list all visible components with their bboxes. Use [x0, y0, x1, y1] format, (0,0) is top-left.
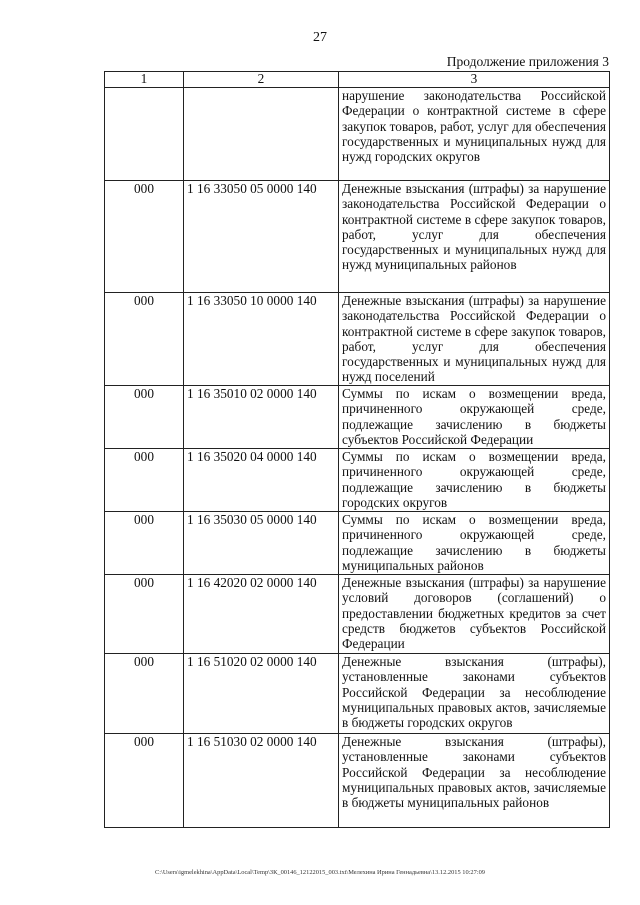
table-row [105, 512, 610, 575]
budget-code-cell: 1 16 51020 02 0000 140 [184, 654, 339, 734]
admin-code-cell: 000 [105, 293, 184, 386]
file-path-footer: C:\Users\igmelekhina\AppData\Local\Temp\ЗК_00146_12122015_003.txt\Мелехина Ирина Геннадьевна\13.12.2015 10:27:09 [155, 869, 485, 876]
admin-code-cell: 000 [105, 575, 184, 654]
column-header-2: 2 [184, 72, 339, 88]
budget-code-cell: 1 16 42020 02 0000 140 [184, 575, 339, 654]
column-header-3: 3 [339, 72, 610, 88]
description-cell: нарушение законодательства Российской Федерации о контрактной системе в сфере закупок товаров, работ, услуг для обеспечения государственных и муниципальных нужд для нужд городских округов [339, 88, 610, 181]
budget-code-cell: 1 16 33050 05 0000 140 [184, 181, 339, 293]
admin-code-cell: 000 [105, 181, 184, 293]
admin-code-cell: 000 [105, 386, 184, 449]
admin-code-cell: 000 [105, 734, 184, 828]
description-cell: Денежные взыскания (штрафы) за нарушение условий договоров (соглашений) о предоставлении бюджетных кредитов за счет средств бюджетов субъектов Российской Федерации [339, 575, 610, 654]
description-cell: Суммы по искам о возмещении вреда, причиненного окружающей среде, подлежащие зачислению в бюджеты субъектов Российской Федерации [339, 386, 610, 449]
admin-code-cell: 000 [105, 512, 184, 575]
appendix-caption: Продолжение приложения 3 [446, 54, 609, 69]
table-row [105, 734, 610, 828]
description-cell: Денежные взыскания (штрафы) за нарушение законодательства Российской Федерации о контрактной системе в сфере закупок товаров, работ, услуг для обеспечения государственных и муниципальных нужд для нужд муниципальных районов [339, 181, 610, 293]
table-row [105, 386, 610, 449]
table-row [105, 575, 610, 654]
description-cell: Денежные взыскания (штрафы) за нарушение законодательства Российской Федерации о контрактной системе в сфере закупок товаров, работ, услуг для обеспечения государственных и муниципальных нужд для нужд поселений [339, 293, 610, 386]
page-number: 27 [313, 30, 327, 45]
budget-code-cell: 1 16 33050 10 0000 140 [184, 293, 339, 386]
description-cell: Денежные взыскания (штрафы), установленные законами субъектов Российской Федерации за несоблюдение муниципальных правовых актов, зачисляемые в бюджеты муниципальных районов [339, 734, 610, 828]
table-row [105, 88, 610, 181]
budget-code-cell [184, 88, 339, 181]
table-row [105, 293, 610, 386]
admin-code-cell [105, 88, 184, 181]
budget-code-cell: 1 16 51030 02 0000 140 [184, 734, 339, 828]
admin-code-cell: 000 [105, 449, 184, 512]
table-row [105, 449, 610, 512]
column-header-1: 1 [105, 72, 184, 88]
table-row [105, 654, 610, 734]
description-cell: Суммы по искам о возмещении вреда, причиненного окружающей среде, подлежащие зачислению в бюджеты городских округов [339, 449, 610, 512]
table-header-row [105, 72, 610, 88]
admin-code-cell: 000 [105, 654, 184, 734]
description-cell: Денежные взыскания (штрафы), установленные законами субъектов Российской Федерации за несоблюдение муниципальных правовых актов, зачисляемые в бюджеты городских округов [339, 654, 610, 734]
table-row [105, 181, 610, 293]
budget-code-cell: 1 16 35030 05 0000 140 [184, 512, 339, 575]
budget-codes-table [104, 71, 610, 828]
budget-code-cell: 1 16 35010 02 0000 140 [184, 386, 339, 449]
description-cell: Суммы по искам о возмещении вреда, причиненного окружающей среде, подлежащие зачислению в бюджеты муниципальных районов [339, 512, 610, 575]
budget-code-cell: 1 16 35020 04 0000 140 [184, 449, 339, 512]
